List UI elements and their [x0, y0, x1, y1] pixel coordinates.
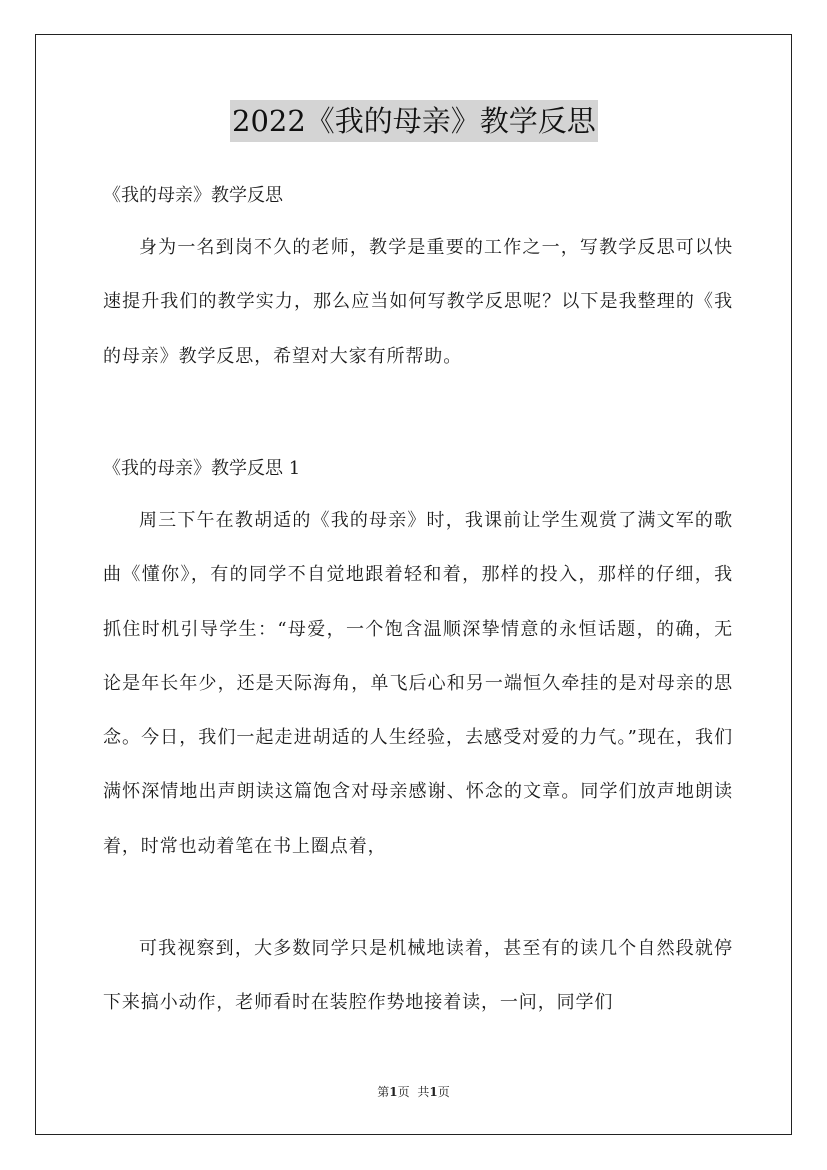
page-number-suffix: 页: [397, 1085, 410, 1099]
document-title: 2022《我的母亲》教学反思: [230, 100, 598, 142]
page-number-prefix: 第: [377, 1085, 390, 1099]
section-1-paragraph-1: 周三下午在教胡适的《我的母亲》时，我课前让学生观赏了满文军的歌曲《懂你》，有的同学不自觉地跟着轻和着，那样的投入，那样的仔细，我抓住时机引导学生：“母爱，一个饱含温顺深挚情意的永恒话题，的确，无论是年长年少，还是天际海角，单飞后心和另一端恒久牵挂的是对母亲的思念。今日，我们一起走进胡适的人生经验，去感受对爱的力气。”现在，我们满怀深情地出声朗读这篇饱含对母亲感谢、怀念的文章。同学们放声地朗读着，时常也动着笔在书上圈点着，: [103, 510, 733, 857]
section-1-heading: 《我的母亲》教学反思 1: [103, 458, 301, 479]
page-total-prefix: 共: [417, 1085, 430, 1099]
section-1-paragraph-2: 可我视察到，大多数同学只是机械地读着，甚至有的读几个自然段就停下来搞小动作，老师看时在装腔作势地接着读，一问，同学们: [103, 938, 733, 1014]
page-total: 1: [429, 1085, 438, 1099]
main-heading: 《我的母亲》教学反思: [103, 185, 283, 206]
page-footer: [0, 1083, 827, 1100]
intro-paragraph: 身为一名到岗不久的老师，教学是重要的工作之一，写教学反思可以快速提升我们的教学实力，那么应当如何写教学反思呢？以下是我整理的《我的母亲》教学反思，希望对大家有所帮助。: [103, 237, 733, 367]
page-total-suffix: 页: [437, 1085, 450, 1099]
page-current: 1: [389, 1085, 398, 1099]
